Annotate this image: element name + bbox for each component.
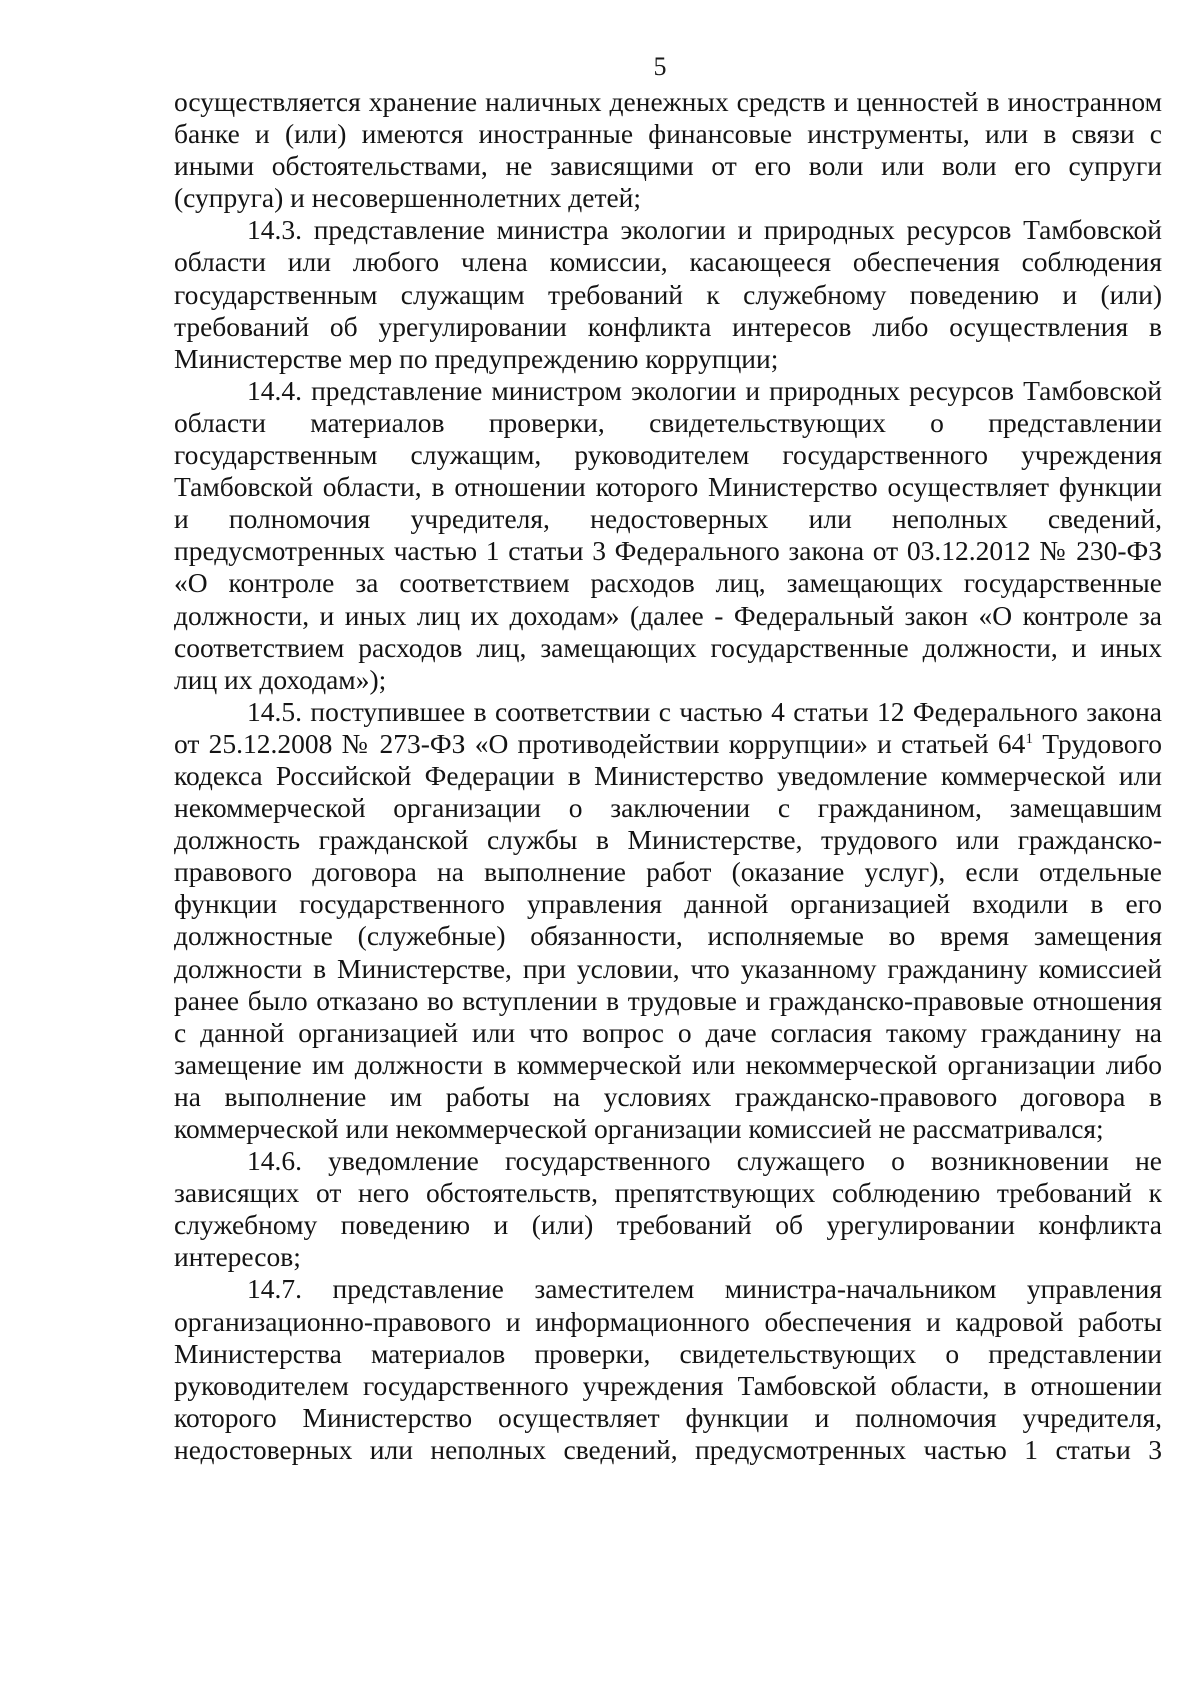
paragraph-14-7: 14.7. представление заместителем министра-начальником управления организационно-правового и информационного обеспечения и кадровой работы Министерства материалов проверки, свидетельствующих о представлении руководителем государственного учреждения Тамбовской области, в отношении которого Министерство осуществляет функции и полномочия учредителя, недостоверных или неполных сведений, предусмотренных частью 1 статьи 3	[174, 1273, 1162, 1465]
paragraph-14-5-text-after-sup: Трудового кодекса Российской Федерации в Министерство уведомление коммерческой или некоммерческой организации о заключении с гражданином, замещавшим должность гражданской службы в Министерстве, трудового или гражданско-правового договора на выполнение работ (оказание услуг), если отдельные функции государственного управления данной организацией входили в его должностные (служебные) обязанности, исполняемые во время замещения должности в Министерстве, при условии, что указанному гражданину комиссией ранее было отказано во вступлении в трудовые и гражданско-правовые отношения с данной организацией или что вопрос о даче согласия такому гражданину на замещение им должности в коммерческой или некоммерческой организации либо на выполнение им работы на условиях гражданско-правового договора в коммерческой или некоммерческой организации комиссией не рассматривался;	[174, 727, 1162, 1144]
article-superscript: 1	[1025, 730, 1033, 747]
paragraph-continuation: осуществляется хранение наличных денежных средств и ценностей в иностранном банке и (или) имеются иностранные финансовые инструменты, или в связи с иными обстоятельствами, не зависящими от его воли или воли его супруги (супруга) и несовершеннолетних детей;	[174, 86, 1162, 214]
document-body	[174, 86, 1162, 1466]
paragraph-14-5-text-before-sup: 14.5. поступившее в соответствии с частью 4 статьи 12 Федерального закона от 25.12.2008 № 273-ФЗ «О противодействии коррупции» и статьей 64	[174, 695, 1162, 759]
paragraph-14-5	[174, 696, 1162, 1145]
paragraph-14-6: 14.6. уведомление государственного служащего о возникновении не зависящих от него обстоятельств, препятствующих соблюдению требований к служебному поведению и (или) требований об урегулировании конфликта интересов;	[174, 1145, 1162, 1273]
page-number: 5	[653, 52, 667, 81]
paragraph-14-4: 14.4. представление министром экологии и природных ресурсов Тамбовской области материалов проверки, свидетельствующих о представлении государственным служащим, руководителем государственного учреждения Тамбовской области, в отношении которого Министерство осуществляет функции и полномочия учредителя, недостоверных или неполных сведений, предусмотренных частью 1 статьи 3 Федерального закона от 03.12.2012 № 230-ФЗ «О контроле за соответствием расходов лиц, замещающих государственные должности, и иных лиц их доходам» (далее - Федеральный закон «О контроле за соответствием расходов лиц, замещающих государственные должности, и иных лиц их доходам»);	[174, 374, 1162, 695]
paragraph-14-3: 14.3. представление министра экологии и природных ресурсов Тамбовской области или любого члена комиссии, касающееся обеспечения соблюдения государственным служащим требований к служебному поведению и (или) требований об урегулировании конфликта интересов либо осуществления в Министерстве мер по предупреждению коррупции;	[174, 214, 1162, 374]
